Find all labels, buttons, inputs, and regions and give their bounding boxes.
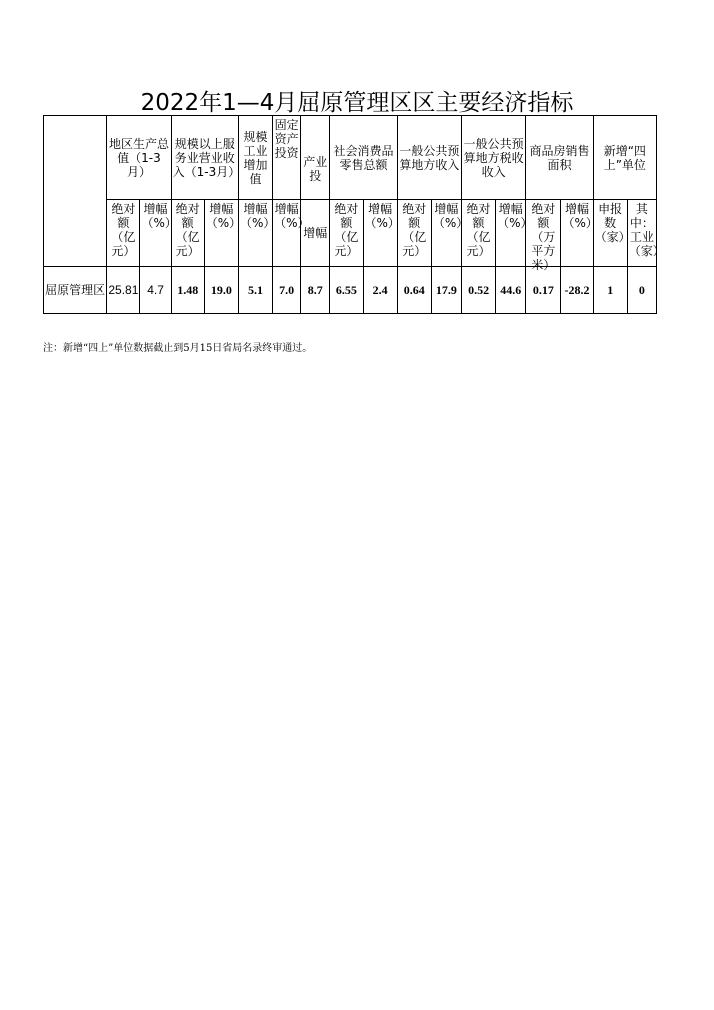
sub-industry-invest-growth: 增幅	[301, 200, 330, 267]
budget-abs-value: 0.64	[397, 267, 431, 314]
header-gdp: 地区生产总值（1-3月）	[107, 116, 171, 200]
service-abs-value: 1.48	[171, 267, 204, 314]
header-industry-value-added: 规模工业增加值	[238, 116, 272, 200]
housing-abs-value: 0.17	[526, 267, 561, 314]
header-tax-revenue: 一般公共预算地方税收收入	[461, 116, 525, 200]
header-row	[44, 116, 657, 200]
footnote: 注：新增“四上”单位数据截止到5月15日省局名录终审通过。	[43, 343, 313, 354]
service-growth-value: 19.0	[204, 267, 238, 314]
industry-growth-value: 5.1	[238, 267, 272, 314]
header-new-units: 新增“四上”单位	[593, 116, 656, 200]
sub-housing-abs: 绝对额（万平方米）	[526, 200, 561, 267]
sub-units-industry: 其中：工业（家）	[627, 200, 656, 267]
header-fixed-asset-investment: 固定资产投资	[273, 116, 301, 200]
sub-retail-growth: 增幅（%）	[363, 200, 397, 267]
housing-growth-value: -28.2	[561, 267, 593, 314]
tax-abs-value: 0.52	[461, 267, 495, 314]
sub-gdp-abs: 绝对额（亿元）	[107, 200, 140, 267]
sub-service-growth: 增幅（%）	[204, 200, 238, 267]
gdp-abs-value: 25.81	[107, 267, 140, 314]
header-budget-revenue: 一般公共预算地方收入	[397, 116, 461, 200]
indicators-table	[43, 115, 665, 314]
sub-gdp-growth: 增幅（%）	[140, 200, 171, 267]
industry-invest-growth-value: 8.7	[301, 267, 330, 314]
units-reported-value: 1	[593, 267, 627, 314]
retail-abs-value: 6.55	[330, 267, 363, 314]
budget-growth-value: 17.9	[431, 267, 461, 314]
sub-fixed-growth: 增幅（%）	[273, 200, 301, 267]
sub-housing-growth: 增幅（%）	[561, 200, 593, 267]
sub-units-reported: 申报数（家）	[593, 200, 627, 267]
header-service-revenue: 规模以上服务业营业收入（1-3月）	[171, 116, 238, 200]
units-industry-value: 0	[627, 267, 656, 314]
sub-retail-abs: 绝对额（亿元）	[330, 200, 363, 267]
header-retail-sales: 社会消费品零售总额	[330, 116, 397, 200]
sub-tax-abs: 绝对额（亿元）	[461, 200, 495, 267]
page-title: 2022年1—4月屈原管理区区主要经济指标	[140, 90, 574, 116]
retail-growth-value: 2.4	[363, 267, 397, 314]
subheader-row	[44, 200, 657, 267]
region-header-cell	[44, 116, 107, 267]
tax-growth-value: 44.6	[496, 267, 526, 314]
sub-industry-growth: 增幅（%）	[238, 200, 272, 267]
region-cell: 屈原管理区	[44, 267, 107, 314]
sub-budget-abs: 绝对额（亿元）	[397, 200, 431, 267]
sub-service-abs: 绝对额（亿元）	[171, 200, 204, 267]
header-housing-sales: 商品房销售面积	[526, 116, 593, 200]
sub-tax-growth: 增幅（%）	[496, 200, 526, 267]
sub-budget-growth: 增幅（%）	[431, 200, 461, 267]
table-row	[44, 267, 657, 314]
header-industry-investment: 产业投	[301, 116, 330, 200]
gdp-growth-value: 4.7	[140, 267, 171, 314]
fixed-growth-value: 7.0	[273, 267, 301, 314]
